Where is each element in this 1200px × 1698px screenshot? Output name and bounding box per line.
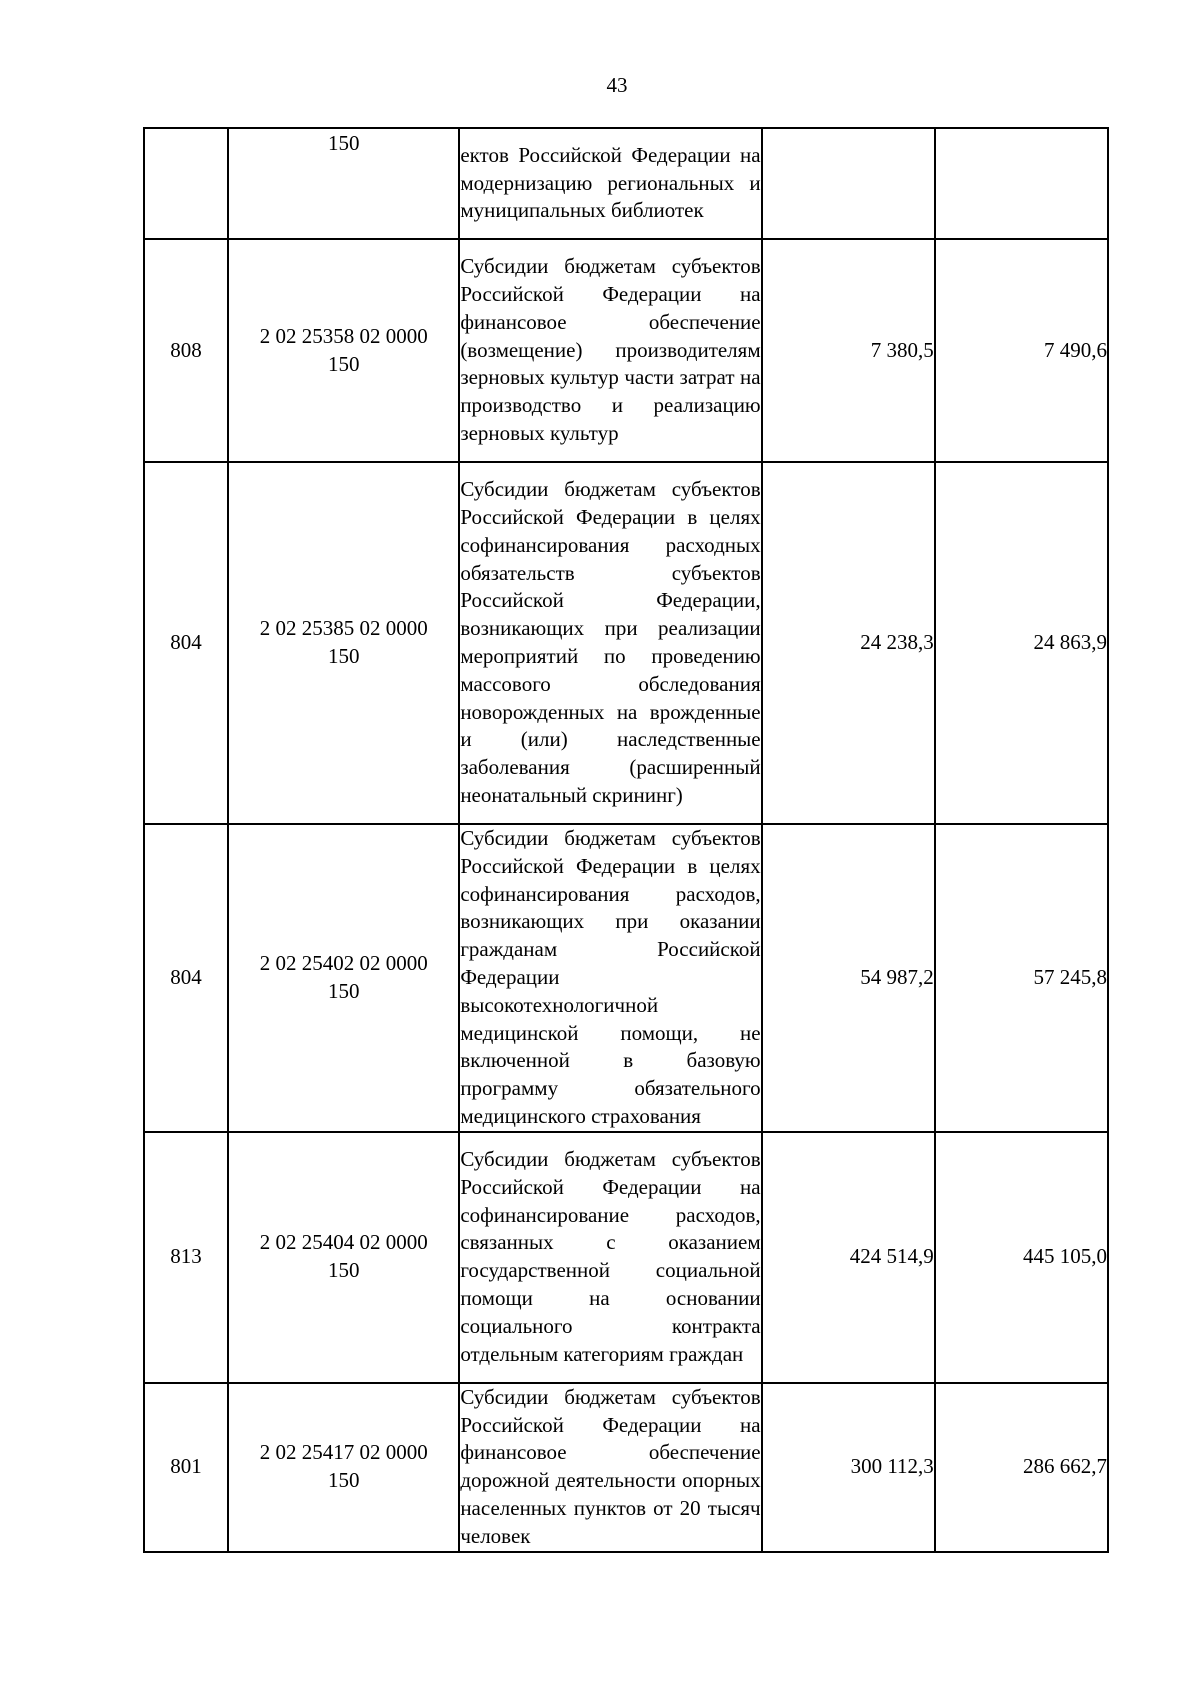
value-year1-cell: 24 238,3 [762,462,935,824]
value-year2-cell: 445 105,0 [935,1132,1108,1383]
description-cell: Субсидии бюджетам субъектов Российской Федерации на софинансирование расходов, связанных с оказанием государственной социальной помощи на основании социального контракта отдельным категориям граждан [459,1132,761,1383]
description-cell: Субсидии бюджетам субъектов Российской Федерации на финансовое обеспечение дорожной деятельности опорных населенных пунктов от 20 тысяч человек [459,1383,761,1552]
budget-code-cell [228,128,459,239]
value-year1-cell: 300 112,3 [762,1383,935,1552]
table-row [144,239,1108,462]
admin-code-cell [144,128,228,239]
budget-code-cell [228,462,459,824]
budget-code-cell [228,824,459,1132]
budget-code-line: 2 02 25404 02 0000 [259,1230,428,1255]
value-year2-cell: 7 490,6 [935,239,1108,462]
admin-code-cell: 813 [144,1132,228,1383]
budget-code-line: 2 02 25385 02 0000 [259,616,428,641]
budget-code-line: 2 02 25402 02 0000 [259,951,428,976]
admin-code-cell: 804 [144,462,228,824]
admin-code-cell: 801 [144,1383,228,1552]
budget-code-line: 150 [327,351,360,376]
value-year2-cell [935,128,1108,239]
budget-table [143,127,1109,1553]
value-year1-cell: 7 380,5 [762,239,935,462]
budget-code-line: 2 02 25417 02 0000 [259,1440,428,1465]
table-row [144,1132,1108,1383]
description-cell: Субсидии бюджетам субъектов Российской Федерации в целях софинансирования расходов, возникающих при оказании гражданам Российской Федерации высокотехнологичной медицинской помощи, не включенной в базовую программу обязательного медицинского страхования [459,824,761,1132]
value-year1-cell [762,128,935,239]
table-row [144,1383,1108,1552]
budget-code-cell [228,1383,459,1552]
budget-code-line: 150 [327,1468,360,1493]
budget-code-cell [228,1132,459,1383]
value-year2-cell: 24 863,9 [935,462,1108,824]
admin-code-cell: 804 [144,824,228,1132]
page-number: 43 [606,73,628,97]
budget-code-line: 2 02 25358 02 0000 [259,323,428,348]
budget-code-cell [228,239,459,462]
description-cell: Субсидии бюджетам субъектов Российской Федерации в целях софинансирования расходных обязательств субъектов Российской Федерации, возникающих при реализации мероприятий по проведению массового обследования новорожденных на врожденные и (или) наследственные заболевания (расширенный неонатальный скрининг) [459,462,761,824]
admin-code-cell: 808 [144,239,228,462]
table-row [144,128,1108,239]
budget-code-line: 150 [327,644,360,668]
value-year1-cell: 424 514,9 [762,1132,935,1383]
table-row [144,462,1108,824]
budget-code-line: 150 [327,1258,360,1283]
description-cell: ектов Российской Федерации на модернизацию региональных и муниципальных библиотек [459,128,761,239]
value-year2-cell: 57 245,8 [935,824,1108,1132]
value-year1-cell: 54 987,2 [762,824,935,1132]
table-row [144,824,1108,1132]
budget-code-line: 150 [327,131,360,155]
budget-code-line: 150 [327,978,360,1003]
value-year2-cell: 286 662,7 [935,1383,1108,1552]
description-cell: Субсидии бюджетам субъектов Российской Федерации на финансовое обеспечение (возмещение) производителям зерновых культур части затрат на производство и реализацию зерновых культур [459,239,761,462]
